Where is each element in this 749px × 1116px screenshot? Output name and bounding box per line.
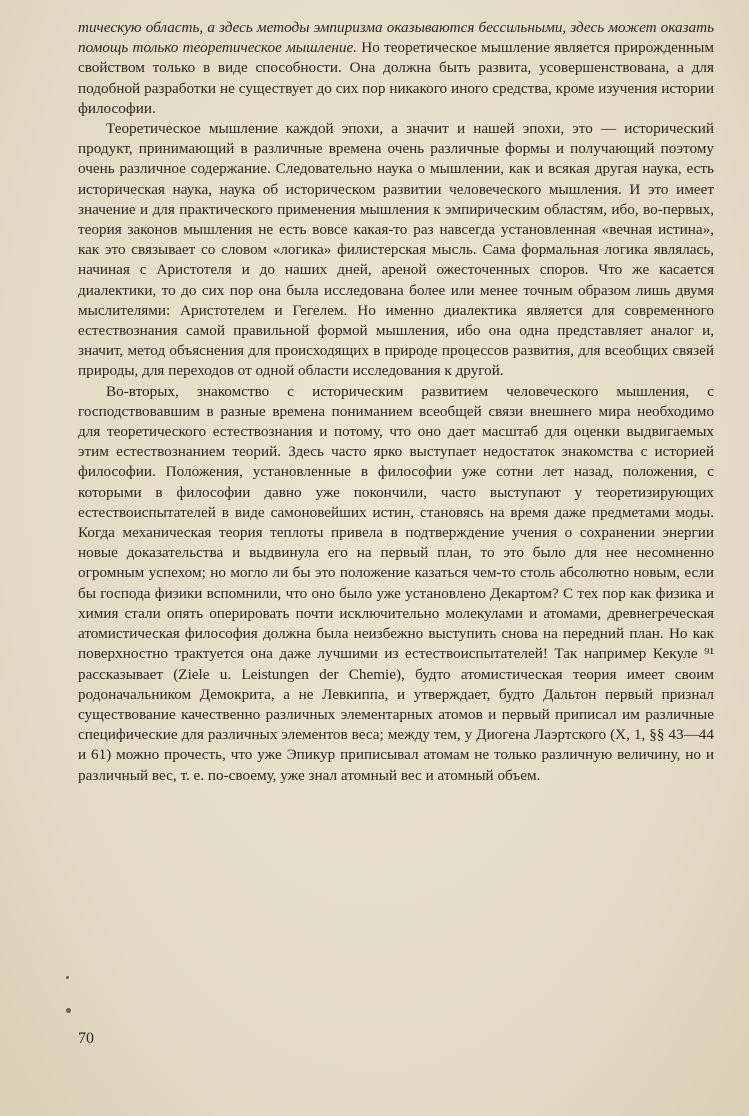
paragraph-1 bbox=[78, 18, 714, 119]
body-text bbox=[78, 18, 714, 786]
page-number: 70 bbox=[78, 1030, 94, 1047]
margin-dot-mark bbox=[66, 1008, 71, 1013]
paragraph-1-text: Но теоретическое мышление является прирожденным свойством только в виде способности. Она должна быть развита, усовершенствована, а для подобной разработки не существует до сих пор никакого иного средства, кроме изучения истории философии. bbox=[78, 39, 714, 117]
margin-dash-mark bbox=[66, 976, 69, 979]
italic-lead-text: тическую область, а здесь методы эмпиризма оказываются бессильными, здесь может оказать помощь только теоретическое мышление. bbox=[78, 19, 714, 57]
paragraph-3: Во-вторых, знакомство с историческим развитием человеческого мышления, с господствовавшим в разные времена пониманием всеобщей связи внешнего мира необходимо для теоретического естествознания и потому, что оно дает масштаб для оценки выдвигаемых этим естествознанием теорий. Здесь часто ярко выступает недостаток знакомства с историей философии. Положения, установленные в философии уже сотни лет назад, положения, с которыми в философии давно уже покончили, часто выступают у теоретизирующих естествоиспытателей в виде самоновейших истин, становясь на время даже предметами моды. Когда механическая теория теплоты привела в подтверждение учения о сохранении энергии новые доказательства и выдвинула его на первый план, то это было для нее несомненно огромным успехом; но могло ли бы это положение казаться чем-то столь абсолютно новым, если бы господа физики вспомнили, что оно было уже установлено Декартом? С тех пор как физика и химия стали опять оперировать почти исключительно молекулами и атомами, древнегреческая атомистическая философия должна была неизбежно выступить снова на передний план. Но как поверхностно трактуется она даже лучшими из естествоиспытателей! Так например Кекуле ⁹¹ рассказывает (Ziele u. Leistungen der Chemie), будто атомистическая теория имеет своим родоначальником Демокрита, а не Левкиппа, и утверждает, будто Дальтон первый признал существование качественно различных элементарных атомов и первый приписал им различные специфические для различных элементов веса; между тем, у Диогена Лаэртского (X, 1, §§ 43—44 и 61) можно прочесть, что уже Эпикур приписывал атомам не только различную величину, но и различный вес, т. е. по-своему, уже знал атомный вес и атомный объем. bbox=[78, 382, 714, 784]
paragraph-2: Теоретическое мышление каждой эпохи, а значит и нашей эпохи, это — исторический продукт, принимающий в различные времена очень различные формы и получающий поэтому очень различное содержание. Следовательно наука о мышлении, как и всякая другая наука, есть историческая наука, наука об историческом развитии человеческого мышления. И это имеет значение и для практического применения мышления к эмпирическим областям, ибо, во-первых, теория законов мышления не есть вовсе какая-то раз навсегда установленная «вечная истина», как это связывает со словом «логика» филистерская мысль. Сама формальная логика являлась, начиная с Аристотеля и до наших дней, ареной ожесточенных споров. Что же касается диалектики, то до сих пор она была исследована более или менее точным образом лишь двумя мыслителями: Аристотелем и Гегелем. Но именно диалектика является для современного естествознания самой правильной формой мышления, ибо она одна представляет аналог и, значит, метод объяснения для происходящих в природе процессов развития, для всеобщих связей природы, для переходов от одной области исследования к другой. bbox=[78, 120, 714, 380]
